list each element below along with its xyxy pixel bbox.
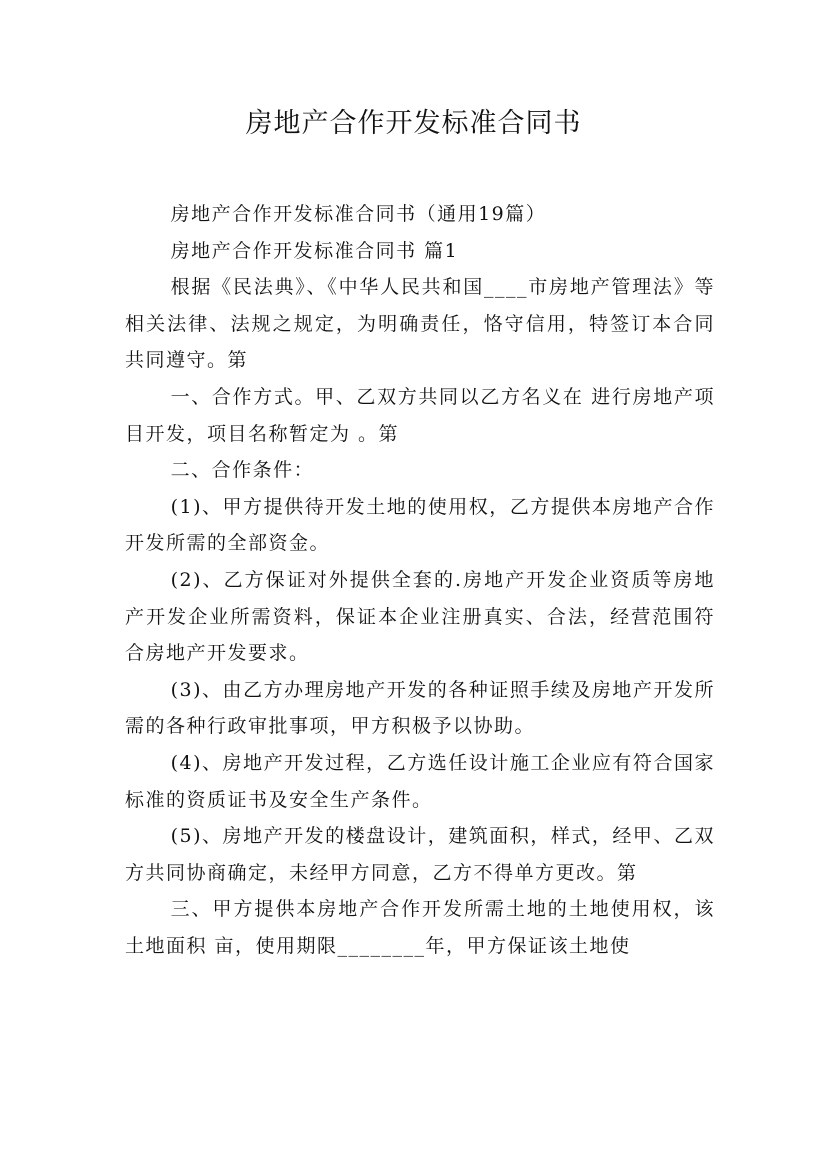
paragraph-condition-2: (2)、乙方保证对外提供全套的.房地产开发企业资质等房地产开发企业所需资料，保证本企业注册真实、合法，经营范围符合房地产开发要求。: [125, 568, 715, 665]
paragraph-condition-1: (1)、甲方提供待开发土地的使用权，乙方提供本房地产合作开发所需的全部资金。: [125, 495, 715, 555]
paragraph-clause-3: 三、甲方提供本房地产合作开发所需土地的土地使用权，该土地面积 亩，使用期限________年，甲方保证该土地使: [125, 898, 715, 957]
document-title: 房地产合作开发标准合同书: [245, 108, 582, 139]
paragraph-clause-1: 一、合作方式。甲、乙双方共同以乙方名义在 进行房地产项目开发，项目名称暂定为 。第: [125, 385, 715, 445]
paragraph-section-title: 房地产合作开发标准合同书 篇1: [170, 239, 459, 262]
paragraph-clause-2: 二、合作条件：: [170, 459, 315, 482]
paragraph-condition-5: (5)、房地产开发的楼盘设计，建筑面积，样式，经甲、乙双方共同协商确定，未经甲方同意，乙方不得单方更改。第: [125, 825, 715, 884]
document-body: [125, 196, 715, 964]
paragraph-condition-3: (3)、由乙方办理房地产开发的各种证照手续及房地产开发所需的各种行政审批事项，甲方积极予以协助。: [125, 678, 715, 738]
paragraph-preamble: 根据《民法典》、《中华人民共和国____市房地产管理法》等相关法律、法规之规定，为明确责任，恪守信用，特签订本合同共同遵守。第: [125, 276, 715, 372]
paragraph-heading: 房地产合作开发标准合同书（通用19篇）: [170, 203, 547, 225]
paragraph-condition-4: (4)、房地产开发过程，乙方选任设计施工企业应有符合国家标准的资质证书及安全生产条件。: [125, 751, 715, 811]
